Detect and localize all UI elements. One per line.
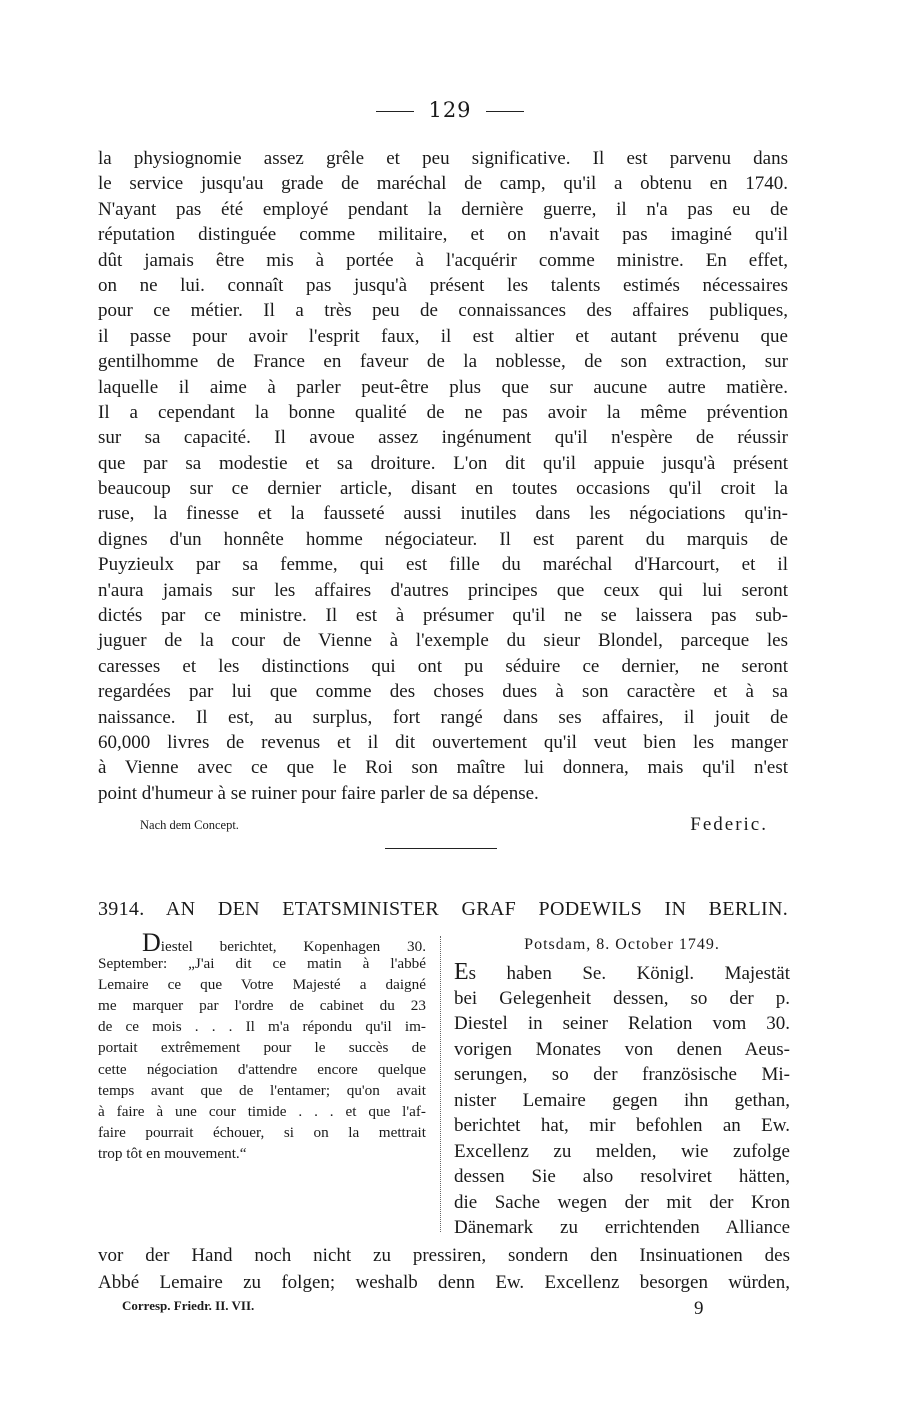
letter-line: serungen, so der französische Mi- [454,1064,790,1085]
text-line: N'ayant pas été employé pendant la dernière guerre, il n'a pas eu de [98,198,788,220]
letter-line: Abbé Lemaire zu folgen; weshalb denn Ew. Excellenz besorgen würden, [98,1272,790,1293]
text-line: laquelle il aime à parler peut-être plus que sur aucune autre matière. [98,376,788,398]
text-line: naissance. Il est, au surplus, fort rangé dans ses affaires, il jouit de [98,706,788,728]
text-line: 60,000 livres de revenus et il dit ouvertement qu'il veut bien les manger [98,731,788,753]
summary-line: Lemaire ce que Votre Majesté a daigné [98,976,426,994]
text-line: point d'humeur à se ruiner pour faire parler de sa dépense. [98,782,539,804]
text-line: Il a cependant la bonne qualité de ne pas avoir la même prévention [98,401,788,423]
summary-line: me marquer par l'ordre de cabinet du 23 [98,997,426,1015]
letter-line: dessen Sie also resolviret hätten, [454,1166,790,1187]
column-divider [440,936,441,1232]
letter-line: vorigen Monates von denen Aeus- [454,1038,790,1060]
text-line: il passe pour avoir l'esprit faux, il est altier et autant prévenu que [98,325,788,347]
letter-line: vor der Hand noch nicht zu pressiren, sondern den Insinuationen des [98,1245,790,1266]
letter-continuation [98,1242,790,1296]
summary-line: September: „J'ai dit ce matin à l'abbé [98,955,426,973]
summary-line: temps avant que de l'entamer; qu'on avait [98,1081,426,1099]
text-line: juguer de la cour de Vienne à l'exemple du sieur Blondel, parceque les [98,630,788,652]
text-line: beaucoup sur ce dernier article, disant en toutes occasions qu'il croit la [98,478,788,500]
text-line: à Vienne avec ce que le Roi son maître lui donnera, mais qu'il n'est [98,757,788,779]
letter-line: berichtet hat, mir befohlen an Ew. [454,1115,790,1136]
summary-initial: D [142,928,161,957]
text-line: pour ce métier. Il a très peu de connaissances des affaires publiques, [98,300,788,322]
text-line: que par sa modestie et sa droiture. L'on dit qu'il appuie jusqu'à présent [98,452,788,474]
letter-initial: E [454,959,469,985]
header-dash-left [376,111,414,112]
text-line: dût jamais être mis à portée à l'acquérir comme ministre. En effet, [98,249,788,271]
header-dash-right [486,111,524,112]
summary-first-line-text: iestel berichtet, Kopenhagen 30. [160,938,426,955]
text-line: dignes d'un honnête homme négociateur. Il est parent du marquis de [98,528,788,550]
letter-line: bei Gelegenheit dessen, so der p. [454,987,790,1009]
section-divider-rule [385,848,497,849]
letter-line: die Sache wegen der mit der Kron [454,1191,790,1213]
letter-first-line-text: s haben Se. Königl. Majestät [468,963,790,984]
letter-line: Diestel in seiner Relation vom 30. [454,1013,790,1034]
signature-row [98,814,788,844]
text-line: la physiognomie assez grêle et peu significative. Il est parvenu dans [98,148,788,169]
text-line: Puyzieulx par sa femme, qui est fille du maréchal d'Harcourt, et il [98,554,788,576]
letter-line: Dänemark zu errichtenden Alliance [454,1217,790,1238]
text-line: gentilhomme de France en faveur de la noblesse, de son extraction, sur [98,351,788,373]
sheet-number: 9 [694,1298,704,1319]
summary-line: portait extrêmement pour le succès de [98,1039,426,1057]
summary-line: faire pourrait échouer, si on la mettrait [98,1123,426,1141]
summary-line: de ce mois . . . Il m'a répondu qu'il im- [98,1018,426,1036]
text-line: caresses et les distinctions qui ont pu séduire ce dernier, ne seront [98,655,788,677]
text-line: on ne lui. connaît pas jusqu'à présent les talents estimés nécessaires [98,274,788,296]
letter-date: Potsdam, 8. October 1749. [524,936,720,953]
summary-line: cette négociation d'attendre encore quelque [98,1060,426,1078]
text-line: le service jusqu'au grade de maréchal de camp, qu'il a obtenu en 1740. [98,173,788,195]
summary-line: trop tôt en mouvement.“ [98,1144,247,1162]
signature: Federic. [690,814,768,835]
summary-line [98,928,426,957]
text-line: regardées par lui que comme des choses dues à son caractère et à sa [98,681,788,703]
letter-line: nister Lemaire gegen ihn gethan, [454,1089,790,1111]
page-header [0,98,900,122]
text-line: réputation distinguée comme militaire, et on n'avait pas imaginé qu'il [98,224,788,246]
text-line: sur sa capacité. Il avoue assez ingénument qu'il n'espère de réussir [98,427,788,449]
letter-first-line [454,960,790,986]
summary-line: à faire à une cour timide . . . et que l'af- [98,1102,426,1120]
letter-column [454,936,790,1241]
section-title: 3914. AN DEN ETATSMINISTER GRAF PODEWILS IN BERLIN. [98,898,788,920]
series-signature: Corresp. Friedr. II. VII. [122,1298,255,1313]
text-line: n'aura jamais sur les affaires d'autres principes que ceux qui lui seront [98,579,788,601]
summary-column [98,928,426,1164]
source-note: Nach dem Concept. [140,818,239,832]
letter-line: Excellenz zu melden, wie zufolge [454,1140,790,1162]
page-number: 129 [428,98,472,122]
main-text-block [98,146,788,806]
page-footer [98,1292,790,1322]
text-line: dictés par ce ministre. Il est à présumer qu'il ne se laissera pas sub- [98,605,788,627]
text-line: ruse, la finesse et la fausseté aussi inutiles dans les négociations qu'in- [98,503,788,525]
